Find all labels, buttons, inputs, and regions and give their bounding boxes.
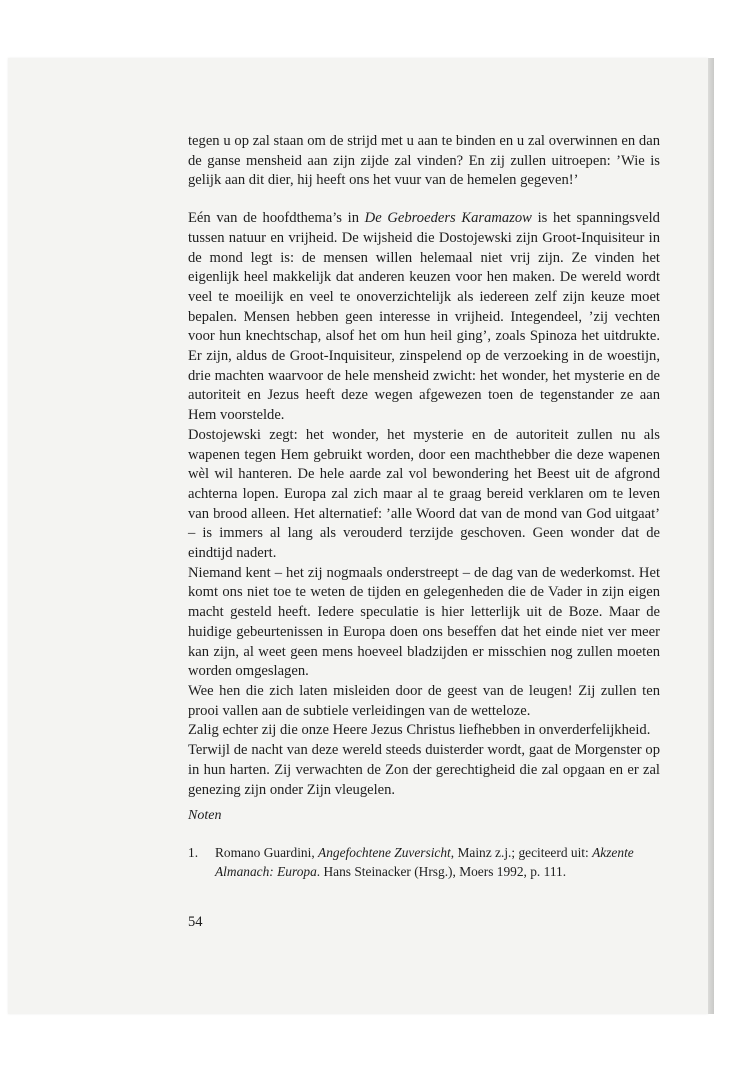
footnote-body <box>215 844 660 881</box>
paragraph: Wee hen die zich laten misleiden door de geest van de leugen! Zij zullen ten prooi vallen aan de subtiele verleidingen van de wetteloze. <box>188 682 660 719</box>
footnote-author: Romano Guardini, <box>215 845 315 860</box>
footnote-middle: , Mainz z.j.; geciteerd uit: <box>450 845 589 860</box>
book-title: De Gebroeders Karamazow <box>364 210 532 227</box>
paragraph: Zalig echter zij die onze Heere Jezus Christus liefhebben in onverderfelijkheid. <box>188 722 651 739</box>
page-edge <box>708 58 714 1014</box>
paragraph: Eén van de hoofdthema’s in De Gebroeders Karamazow is het spanningsveld tussen natuur en vrijheid. De wijsheid die Dostojewski zijn Groot-Inquisiteur in de mond legt is: de mensen willen helemaal niet vrij zijn. Ze vinden het eigenlijk heel makkelijk dat anderen keuzen voor hen maken. De wereld wordt veel te moeilijk en veel te onoverzichtelijk als iedereen zelf zijn keuze moet bepalen. Mensen hebben geen interesse in vrijheid. Integendeel, ’zij vechten voor hun knechtschap, alsof het om hun heil ging’, zoals Spinoza het uitdrukte. Er zijn, aldus de Groot-Inquisiteur, zinspelend op de verzoeking in de woestijn, drie machten waarvoor de hele mensheid zwicht: het wonder, het mysterie en de autoriteit en Jezus heeft deze wegen afgewezen toen de tegenstander ze aan Hem voorstelde. <box>188 210 660 424</box>
paragraph: Dostojewski zegt: het wonder, het mysterie en de autoriteit zullen nu als wapenen tegen Hem gebruikt worden, door een machthebber die deze wapenen wèl wil hanteren. De hele aarde zal vol bewondering het Beest uit de afgrond achterna lopen. Europa zal zich maar al te graag bereid verklaren om te leven van brood alleen. Het alternatief: ’alle Woord dat van de mond van God uitgaat’ – is immers al lang als verouderd terzijde geschoven. Geen wonder dat de eindtijd nadert. <box>188 426 660 562</box>
footnote <box>188 844 660 881</box>
page-number: 54 <box>188 914 203 930</box>
paragraph-gap <box>188 191 660 209</box>
paragraph: Terwijl de nacht van deze wereld steeds duisterder wordt, gaat de Morgenster op in hun harten. Zij verwachten de Zon der gerechtigheid die zal opgaan en er zal genezing zijn onder Zijn vleugelen. <box>188 742 660 798</box>
paragraph: Niemand kent – het zij nogmaals onderstreept – de dag van de wederkomst. Het komt ons niet toe te weten de tijden en gelegenheden die de Vader in zijn eigen macht gesteld heeft. Iedere speculatie is hier letterlijk uit de Boze. Maar de huidige gebeurtenissen in Europa doen ons beseffen dat het einde niet ver meer kan zijn, al weet geen mens hoeveel bladzijden er misschien nog zullen moeten worden omgeslagen. <box>188 564 660 680</box>
footnote-number: 1. <box>188 845 199 860</box>
footnote-title: Angefochtene Zuversicht <box>318 845 451 860</box>
footnote-source-title: Akzente Almanach: Europa <box>215 845 634 879</box>
paragraph: tegen u op zal staan om de strijd met u aan te binden en u zal overwinnen en dan de ganse mensheid aan zijn zijde zal vinden? En zij zullen uitroepen: ’Wie is gelijk aan dit dier, hij heeft ons het vuur van de hemelen gegeven!’ <box>188 133 660 189</box>
notes-heading: Noten <box>188 808 222 823</box>
footnote-end: . Hans Steinacker (Hrsg.), Moers 1992, p. 111. <box>316 863 567 879</box>
body-text <box>188 132 660 800</box>
